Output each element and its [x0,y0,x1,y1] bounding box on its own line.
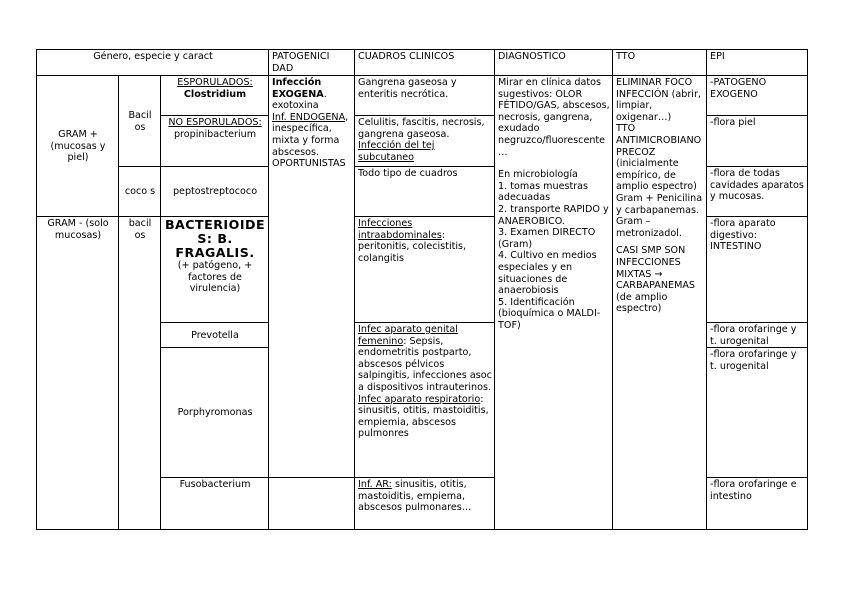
gram-positive-bacilos: Bacil os [119,76,161,167]
cuadro-fuso-rest: sinusitis, otitis, mastoiditis, empiema, abscesos pulmonares… [358,479,472,514]
diag-item: 1. tomas muestras adecuadas [498,180,589,204]
cuadro-clostridium: Gangrena gaseosa y enteritis necrótica. [355,76,495,116]
porphyromonas-name: Porphyromonas [161,348,269,478]
cuadro-cocos: Todo tipo de cuadros [355,167,495,217]
header-genero: Género, especie y caract [37,50,269,76]
diag-p2: En microbiología [498,169,578,181]
no-esporulados-heading: NO ESPORULADOS: [168,117,262,128]
esporulados-cell [161,76,269,116]
tto-cell [613,76,707,530]
diag-p1: Mirar en clínica datos sugestivos: OLOR FÉTIDO/GAS, abscesos, necrosis, gangrena, exudado negruzco/fluorescente… [498,77,610,158]
tto-p2: TTO ANTIMICROBIANO PRECOZ (inicialmente empírico, de amplio espectro) Gram + Penicilina y carbapanemas. [616,123,703,216]
cuadro-genital-rest: : Sepsis, endometritis postparto, abscesos pélvicos salpingitis, infecciones asoc a dispositivos intrauterinos. [358,335,492,393]
cuadro-propinibacterium [355,116,495,167]
epi-propinibacterium: -flora piel [707,116,808,167]
cuadro-genital-underline: Infec aparato genital femenino [358,324,458,347]
tto-p3: Gram – metronizadol. [616,216,682,239]
propinibacterium-name: propinibacterium [173,128,257,140]
pat-empty-cell [269,478,355,530]
cuadro-fuso-underline: Inf. AR: [358,479,392,491]
header-tto: TTO [613,50,707,76]
tto-p1: ELIMINAR FOCO INFECCIÓN (abrir, limpiar, oxigenar…) [616,77,701,123]
header-row [37,50,808,76]
diagnostico-cell [495,76,613,530]
header-patogenicidad: PATOGENICI DAD [269,50,355,76]
cuadro-resp-underline: Infec aparato respiratorio [358,393,481,405]
pat-exogena-rest: . exotoxina [272,88,327,112]
gram-positive-cocos: coco s [119,167,161,217]
cuadro-genital [355,323,495,478]
cuadro-propini-text: Celulitis, fascitis, necrosis, gangrena gaseosa. [358,117,485,140]
pat-endogena-rest: , inespecífica, mixta y forma abscesos. OPORTUNISTAS [272,111,349,170]
epi-fusobacterium: -flora orofaringe e intestino [707,478,808,530]
bacteroides-name: BACTERIOIDES: B. FRAGALIS. [164,217,266,260]
cuadro-propini-underline: Infección del tej subcutaneo [358,140,435,163]
gram-negative-label: GRAM - (solo mucosas) [37,217,119,530]
epi-cocos: -flora de todas cavidades aparatos y mucosas. [707,167,808,217]
diag-item: 2. transporte RAPIDO y ANAEROBICO. [498,203,609,227]
cuadro-bact-underline: Infecciones intraabdominales [358,218,442,241]
cuadro-fusobacterium [355,478,495,530]
patogenicidad-cell [269,76,355,478]
pat-endogena: Inf. ENDOGENA [272,111,346,123]
bacteroides-note: (+ patógeno, + factores de virulencia) [177,260,253,295]
epi-clostridium: -PATOGENO EXOGENO [707,76,808,116]
header-diagnostico: DIAGNOSTICO [495,50,613,76]
esporulados-heading: ESPORULADOS: [177,77,253,88]
clostridium-name: Clostridium [183,88,247,100]
epi-prevotella: -flora orofaringe y t. urogenital [707,323,808,348]
cuadro-resp-rest: : sinusitis, otitis, mastoiditis, empiemia, abscesos pulmonres [358,393,489,440]
tto-p4: CASI SMP SON INFECCIONES MIXTAS → CARBAPANEMAS (de amplio espectro) [616,245,696,315]
diag-item: 5. Identificación (bioquímica o MALDI-TOF) [498,296,601,331]
bacteroides-cell [161,217,269,323]
pat-exogena: Infección EXOGENA [272,77,324,100]
peptostreptococo-name: peptostreptococo [161,167,269,217]
header-epi: EPI [707,50,808,76]
anaerobes-table [36,49,808,530]
cuadro-bact-rest: : peritonitis, colecistitis, colangitis [358,229,467,264]
header-cuadros: CUADROS CLINICOS [355,50,495,76]
prevotella-name: Prevotella [161,323,269,348]
epi-porphyromonas: -flora orofaringe y t. urogenital [707,348,808,478]
epi-bacteroides: -flora aparato digestivo: INTESTINO [707,217,808,323]
row-clostridium [37,76,808,116]
no-esporulados-cell [161,116,269,167]
diag-item: 4. Cultivo en medios especiales y en situaciones de anaerobiosis [498,250,597,297]
cuadro-bacteroides [355,217,495,323]
gram-positive-label: GRAM + (mucosas y piel) [37,76,119,217]
gram-negative-bacilos: bacil os [119,217,161,530]
diag-item: 3. Examen DIRECTO (Gram) [498,227,596,250]
fusobacterium-name: Fusobacterium [161,478,269,530]
